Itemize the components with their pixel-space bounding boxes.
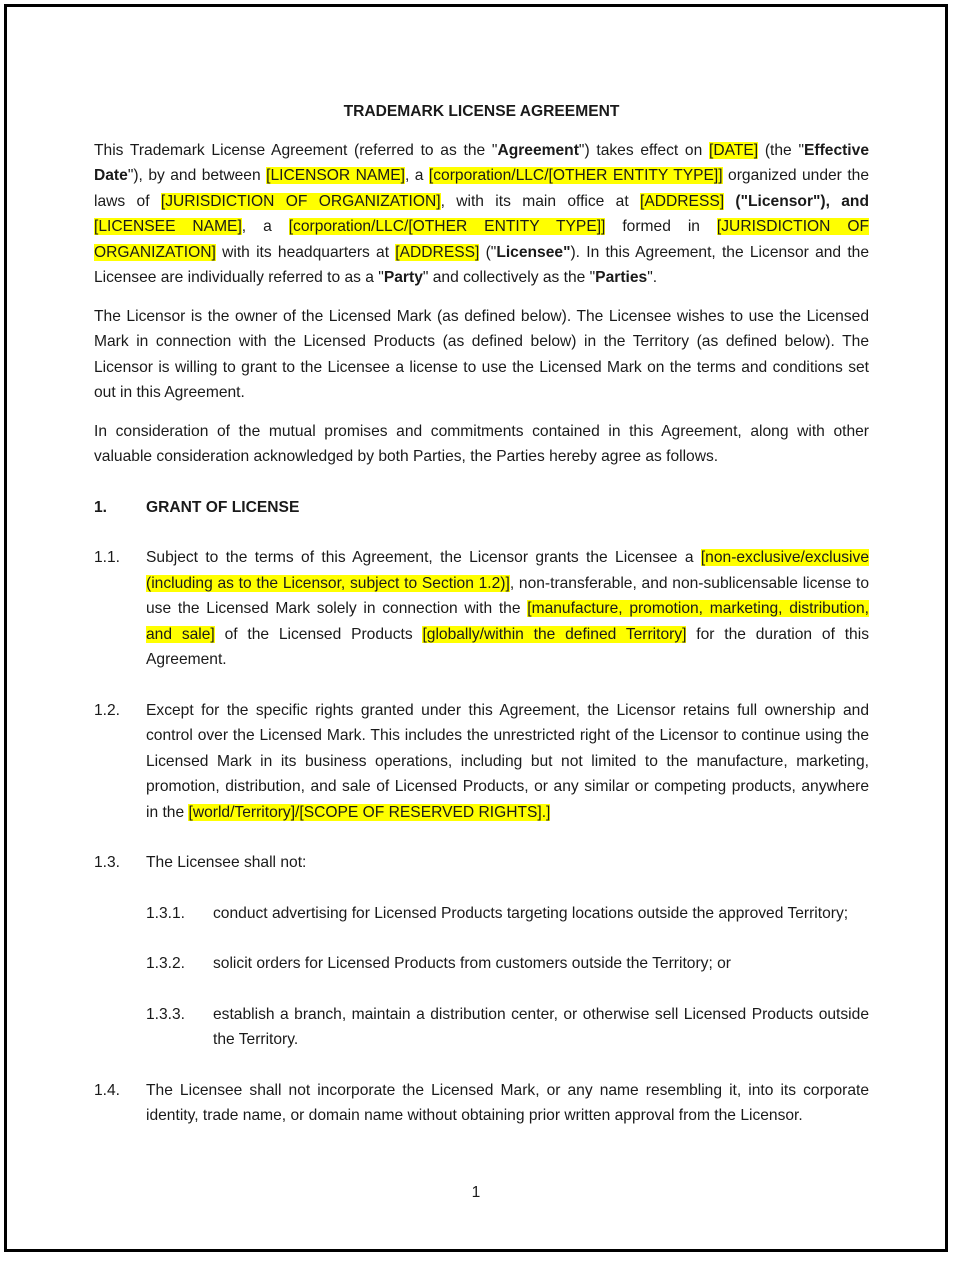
- term-parties: Parties: [595, 269, 648, 286]
- term-effective-date: Effective Date: [94, 141, 869, 184]
- placeholder-licensee-name: [LICENSEE NAME]: [94, 218, 242, 235]
- clause-1-3: [94, 850, 869, 876]
- placeholder-licensor-address: [ADDRESS]: [640, 192, 725, 210]
- subclause-number: 1.3.3.: [146, 1005, 186, 1023]
- clause-segment: , non-transferable, and non-sublicensable license to use the Licensed Mark solely in connection with the: [146, 574, 869, 617]
- section-title: GRANT OF LICENSE: [146, 498, 300, 516]
- placeholder-territory: [globally/within the defined Territory]: [422, 625, 687, 643]
- term-licensee: Licensee": [496, 243, 571, 261]
- subclause-number: 1.3.2.: [146, 955, 186, 972]
- placeholder-licensor-name: [LICENSOR NAME]: [266, 167, 405, 184]
- section-number: 1.: [94, 498, 108, 516]
- term-licensor: ("Licensor"), and: [724, 192, 869, 210]
- intro-paragraph: [94, 138, 869, 291]
- intro-text: with its headquarters at: [215, 243, 396, 261]
- placeholder-reserved-rights: [world/Territory]/[SCOPE OF RESERVED RIGHTS].]: [188, 803, 551, 821]
- intro-text: , a: [241, 218, 289, 235]
- page-number: 1: [471, 1184, 481, 1201]
- intro-text: "), by and between: [127, 167, 267, 184]
- clause-1-3-2: [146, 951, 869, 977]
- clause-1-3-3: [146, 1002, 869, 1053]
- subclause-text: establish a branch, maintain a distribution center, or otherwise sell Licensed Products outside the Territory.: [213, 1005, 869, 1048]
- intro-text: ".: [647, 269, 658, 286]
- placeholder-exclusivity: [non-exclusive/exclusive (including as to the Licensor, subject to Section 1.2)]: [146, 549, 869, 592]
- clause-text: The Licensee shall not:: [146, 854, 307, 871]
- term-agreement: Agreement: [497, 141, 579, 159]
- recital-paragraph: The Licensor is the owner of the Licensed Mark (as defined below). The Licensee wishes to use the Licensed Mark in connection with the Licensed Products (as defined below) in the Territory (as defined below). The Licensor is willing to grant to the Licensee a license to use the Licensed Mark on the terms and conditions set out in this Agreement.: [94, 307, 869, 401]
- placeholder-date: [DATE]: [709, 141, 759, 159]
- intro-text: ). In this Agreement, the Licensor and the Licensee are individually referred to as a ": [94, 243, 869, 286]
- subclause-text: solicit orders for Licensed Products from customers outside the Territory; or: [213, 955, 731, 972]
- intro-text: This Trademark License Agreement (referred to as the ": [94, 141, 498, 159]
- clause-number: 1.3.: [94, 854, 121, 871]
- subclause-number: 1.3.1.: [146, 904, 186, 922]
- clause-1-4: [94, 1078, 869, 1129]
- intro-text: organized under the laws of: [94, 167, 869, 210]
- intro-text: " and collectively as the ": [422, 269, 596, 286]
- document-body: [94, 99, 869, 1154]
- section-heading: [94, 495, 869, 521]
- clause-1-3-1: [146, 901, 869, 927]
- intro-text: , with its main office at: [440, 192, 641, 210]
- placeholder-scope: [manufacture, promotion, marketing, distribution, and sale]: [146, 600, 869, 643]
- clause-number: 1.1.: [94, 549, 121, 566]
- placeholder-licensor-jurisdiction: [JURISDICTION OF ORGANIZATION]: [160, 192, 441, 210]
- document-title: TRADEMARK LICENSE AGREEMENT: [343, 103, 620, 120]
- clause-1-2: [94, 698, 869, 826]
- intro-text: (the ": [758, 141, 804, 159]
- subclause-text: conduct advertising for Licensed Products targeting locations outside the approved Territory;: [213, 904, 849, 922]
- clause-number: 1.2.: [94, 701, 121, 719]
- clause-1-1: [94, 545, 869, 673]
- clause-number: 1.4.: [94, 1081, 121, 1099]
- intro-text: formed in: [605, 218, 717, 235]
- placeholder-licensor-entity: [corporation/LLC/[OTHER ENTITY TYPE]]: [428, 167, 723, 184]
- clause-segment: Except for the specific rights granted under this Agreement, the Licensor retains full ownership and control over the Licensed Mark. This includes the unrestricted right of the Licensor to continue using the Licensed Mark in its business operations, including but not limited to the manufacture, marketing, promotion, distribution, and sale of Licensed Products, or any similar or competing products, anywhere in the: [146, 701, 869, 821]
- clause-segment: Subject to the terms of this Agreement, the Licensor grants the Licensee a: [146, 549, 701, 566]
- document-page: [4, 4, 948, 1252]
- placeholder-licensee-entity: [corporation/LLC/[OTHER ENTITY TYPE]]: [288, 218, 606, 235]
- consideration-paragraph: In consideration of the mutual promises and commitments contained in this Agreement, along with other valuable consideration acknowledged by both Parties, the Parties hereby agree as follows.: [94, 422, 869, 465]
- intro-text: ") takes effect on: [578, 141, 710, 159]
- clause-text: [146, 698, 869, 826]
- clause-text: [146, 545, 869, 673]
- placeholder-licensee-address: [ADDRESS]: [395, 243, 480, 261]
- clause-text: The Licensee shall not incorporate the Licensed Mark, or any name resembling it, into its corporate identity, trade name, or domain name without obtaining prior written approval from the Licensor.: [146, 1081, 869, 1124]
- intro-text: (": [479, 243, 497, 261]
- clause-segment: for the duration of this Agreement.: [146, 625, 869, 668]
- intro-text: , a: [405, 167, 429, 184]
- clause-segment: of the Licensed Products: [214, 625, 423, 643]
- term-party: Party: [383, 269, 423, 286]
- placeholder-licensee-jurisdiction: [JURISDICTION OF ORGANIZATION]: [94, 218, 870, 261]
